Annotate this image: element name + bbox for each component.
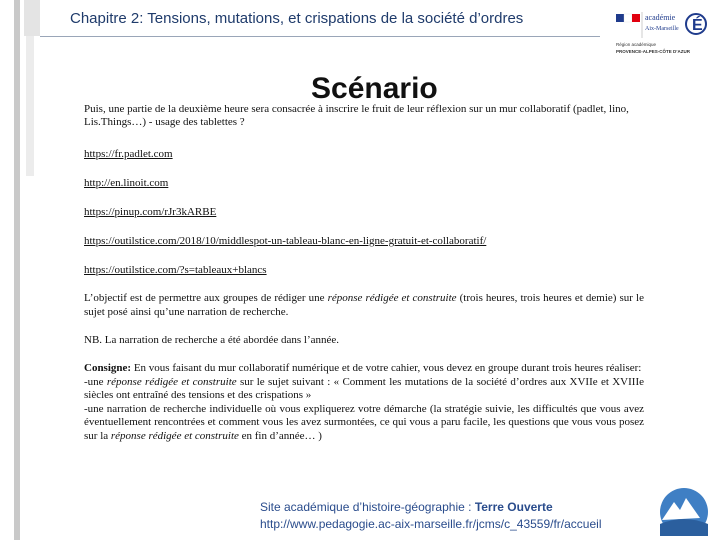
link-tableaux-blancs[interactable]: https://outilstice.com/?s=tableaux+blancs — [84, 264, 267, 276]
consigne-item-1-emphasis: réponse rédigée et construite — [106, 375, 237, 388]
objective-paragraph — [84, 291, 644, 319]
logo-text-paca: PROVENCE-ALPES-CÔTE D’AZUR — [616, 49, 691, 54]
footer — [260, 499, 601, 533]
chapter-title: Chapitre 2: Tensions, mutations, et crispations de la société d’ordres — [70, 10, 524, 27]
objective-emphasis: réponse rédigée et construite — [327, 292, 457, 304]
consigne-item-2-emphasis: réponse rédigée et construite — [110, 429, 239, 442]
intro-text: Puis, une partie de la deuxième heure sera consacrée à inscrire le fruit de leur réflexion sur un mur collaboratif (padlet, lino, Lis.Things…) - usage des tablettes ? — [84, 103, 629, 128]
link-linoit[interactable]: http://en.linoit.com — [84, 177, 169, 189]
consigne-paragraph — [84, 362, 644, 443]
consigne-item-1-prefix: -une — [84, 375, 107, 388]
nb-note: NB. La narration de recherche a été abordée dans l’année. — [84, 334, 339, 346]
logo-text-aix: Aix-Marseille — [645, 26, 679, 32]
academie-logo — [612, 8, 708, 56]
link-padlet[interactable]: https://fr.padlet.com — [84, 148, 173, 160]
consigne-label: Consigne: — [84, 362, 132, 374]
decorative-bar — [14, 0, 20, 540]
footer-url[interactable]: http://www.pedagogie.ac-aix-marseille.fr/jcms/c_43559/fr/accueil — [260, 517, 602, 531]
slide-title: Scénario — [311, 72, 438, 105]
link-pinup[interactable]: https://pinup.com/rJr3kARBE — [84, 206, 217, 218]
decorative-block — [24, 0, 40, 36]
footer-prefix: Site académique d’histoire-géographie : — [260, 500, 475, 514]
svg-text:É: É — [692, 17, 703, 34]
link-middlespot[interactable]: https://outilstice.com/2018/10/middlespot-un-tableau-blanc-en-ligne-gratuit-et-collaboratif/ — [84, 235, 487, 247]
logo-text-academie: académie — [645, 13, 676, 22]
objective-text: L’objectif est de permettre aux groupes de rédiger une — [84, 292, 328, 304]
consigne-item-2-end: en fin d’année… ) — [238, 429, 322, 442]
logo-text-region: Région académique — [616, 42, 657, 47]
consigne-text: En vous faisant du mur collaboratif numérique et de votre cahier, vous devez en groupe durant trois heures réaliser: — [131, 362, 642, 374]
consigne-item-2-text: -une narration de recherche individuelle où vous expliquerez votre démarche (la stratégie suivie, les difficultés que vous avez éventuellement rencontrées et comment vous les avez surmontées, ce qui vous a paru facile, les questions que vous vous posez sur la — [84, 402, 644, 442]
objective-text-end: (trois heures, trois heures et demie) sur le sujet posé ainsi qu’une narration de recherche. — [84, 292, 644, 318]
terre-ouverte-logo — [652, 484, 712, 540]
header-divider — [40, 36, 600, 37]
intro-paragraph — [84, 103, 644, 129]
footer-brand: Terre Ouverte — [474, 500, 553, 514]
consigne-item-1-text: sur le sujet suivant : « Comment les mutations de la société d’ordres aux XVIIe et XVIIIe siècles ont entraîné des tensions et des crispations » — [84, 375, 644, 401]
decorative-block — [26, 36, 34, 176]
